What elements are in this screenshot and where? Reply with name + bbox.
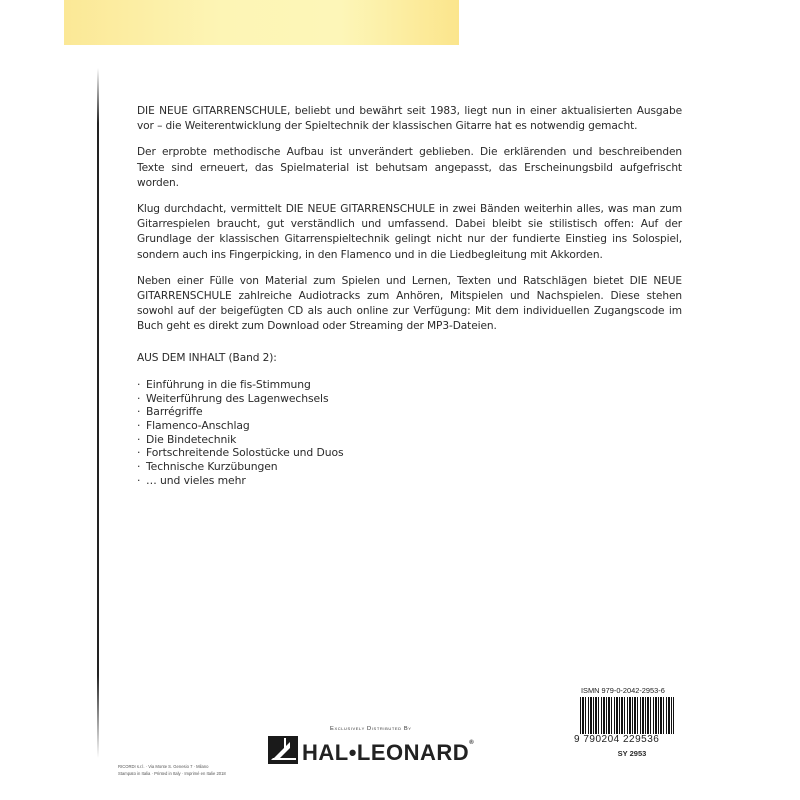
publisher-address: RICORDI s.r.l. · Via Monte S. Genesio 7 · Milano (118, 764, 209, 769)
contents-item: · Technische Kurzübungen (137, 460, 682, 474)
contents-item: · Fortschreitende Solostücke und Duos (137, 446, 682, 460)
contents-item: · Die Bindetechnik (137, 433, 682, 447)
paragraph-audio: Neben einer Fülle von Material zum Spielen und Lernen, Texten und Ratschlägen bietet DIE NEUE GITARRENSCHULE zahlreiche Audiotracks zum Anhören, Mitspielen und Nachspielen. Diese stehen sowohl auf der beigefügten CD als auch online zur Verfügung: Mit dem individuellen Zugangscode im Buch geht es direkt zum Download oder Streaming der MP3-Dateien. (137, 274, 682, 333)
contents-item: · Flamenco-Anschlag (137, 419, 682, 433)
barcode-icon (580, 697, 674, 734)
cover-accent-band (64, 0, 459, 45)
contents-item: · Barrégriffe (137, 405, 682, 419)
barcode-block (572, 686, 692, 758)
paragraph-scope: Klug durchdacht, vermittelt DIE NEUE GITARRENSCHULE in zwei Bänden weiterhin alles, was man zum Gitarrespielen braucht, gut verständlich und umfassend. Dabei bleibt sie stilistisch offen: Auf der Grundlage der klassischen Gitarrenspieltechnik gelingt nicht nur der fundierte Einstieg ins Solospiel, sondern auch ins Fingerpicking, in den Flamenco und in die Liedbegleitung mit Akkorden. (137, 203, 682, 261)
ismn-label: ISMN 979-0-2042-2953-6 (581, 686, 665, 695)
printed-in: Stampato in Italia · Printed in Italy · Imprimé en Italie 2018 (118, 770, 226, 776)
contents-item: · Weiterführung des Lagenwechsels (137, 392, 682, 406)
contents-item: · Einführung in die fis-Stimmung (137, 378, 682, 392)
distributor-caption: Exclusively Distributed By (330, 726, 412, 732)
spine-edge-line (97, 68, 99, 758)
paragraph-intro: DIE NEUE GITARRENSCHULE, beliebt und bewährt seit 1983, liegt nun in einer aktualisierten Ausgabe vor – die Weiterentwicklung der Spieltechnik der klassischen Gitarre hat es notwendig gemacht. (137, 105, 682, 133)
paragraph-method: Der erprobte methodische Aufbau ist unverändert geblieben. Die erklärenden und beschreibenden Texte sind erneuert, das Spielmaterial ist behutsam angepasst, das Erscheinungsbild aufgefrischt worden. (137, 146, 682, 189)
distributor-wordmark: HAL•LEONARD® (302, 740, 475, 765)
back-cover-text (137, 104, 682, 487)
barcode-number: 9 790204 229536 (574, 734, 660, 745)
catalog-number: SY 2953 (617, 749, 647, 758)
hal-leonard-logo-icon (268, 736, 298, 764)
contents-list (137, 378, 682, 488)
distributor-logo (268, 724, 498, 774)
contents-item: · … und vieles mehr (137, 474, 682, 488)
contents-heading: AUS DEM INHALT (Band 2): (137, 351, 277, 364)
publisher-imprint (118, 764, 226, 777)
